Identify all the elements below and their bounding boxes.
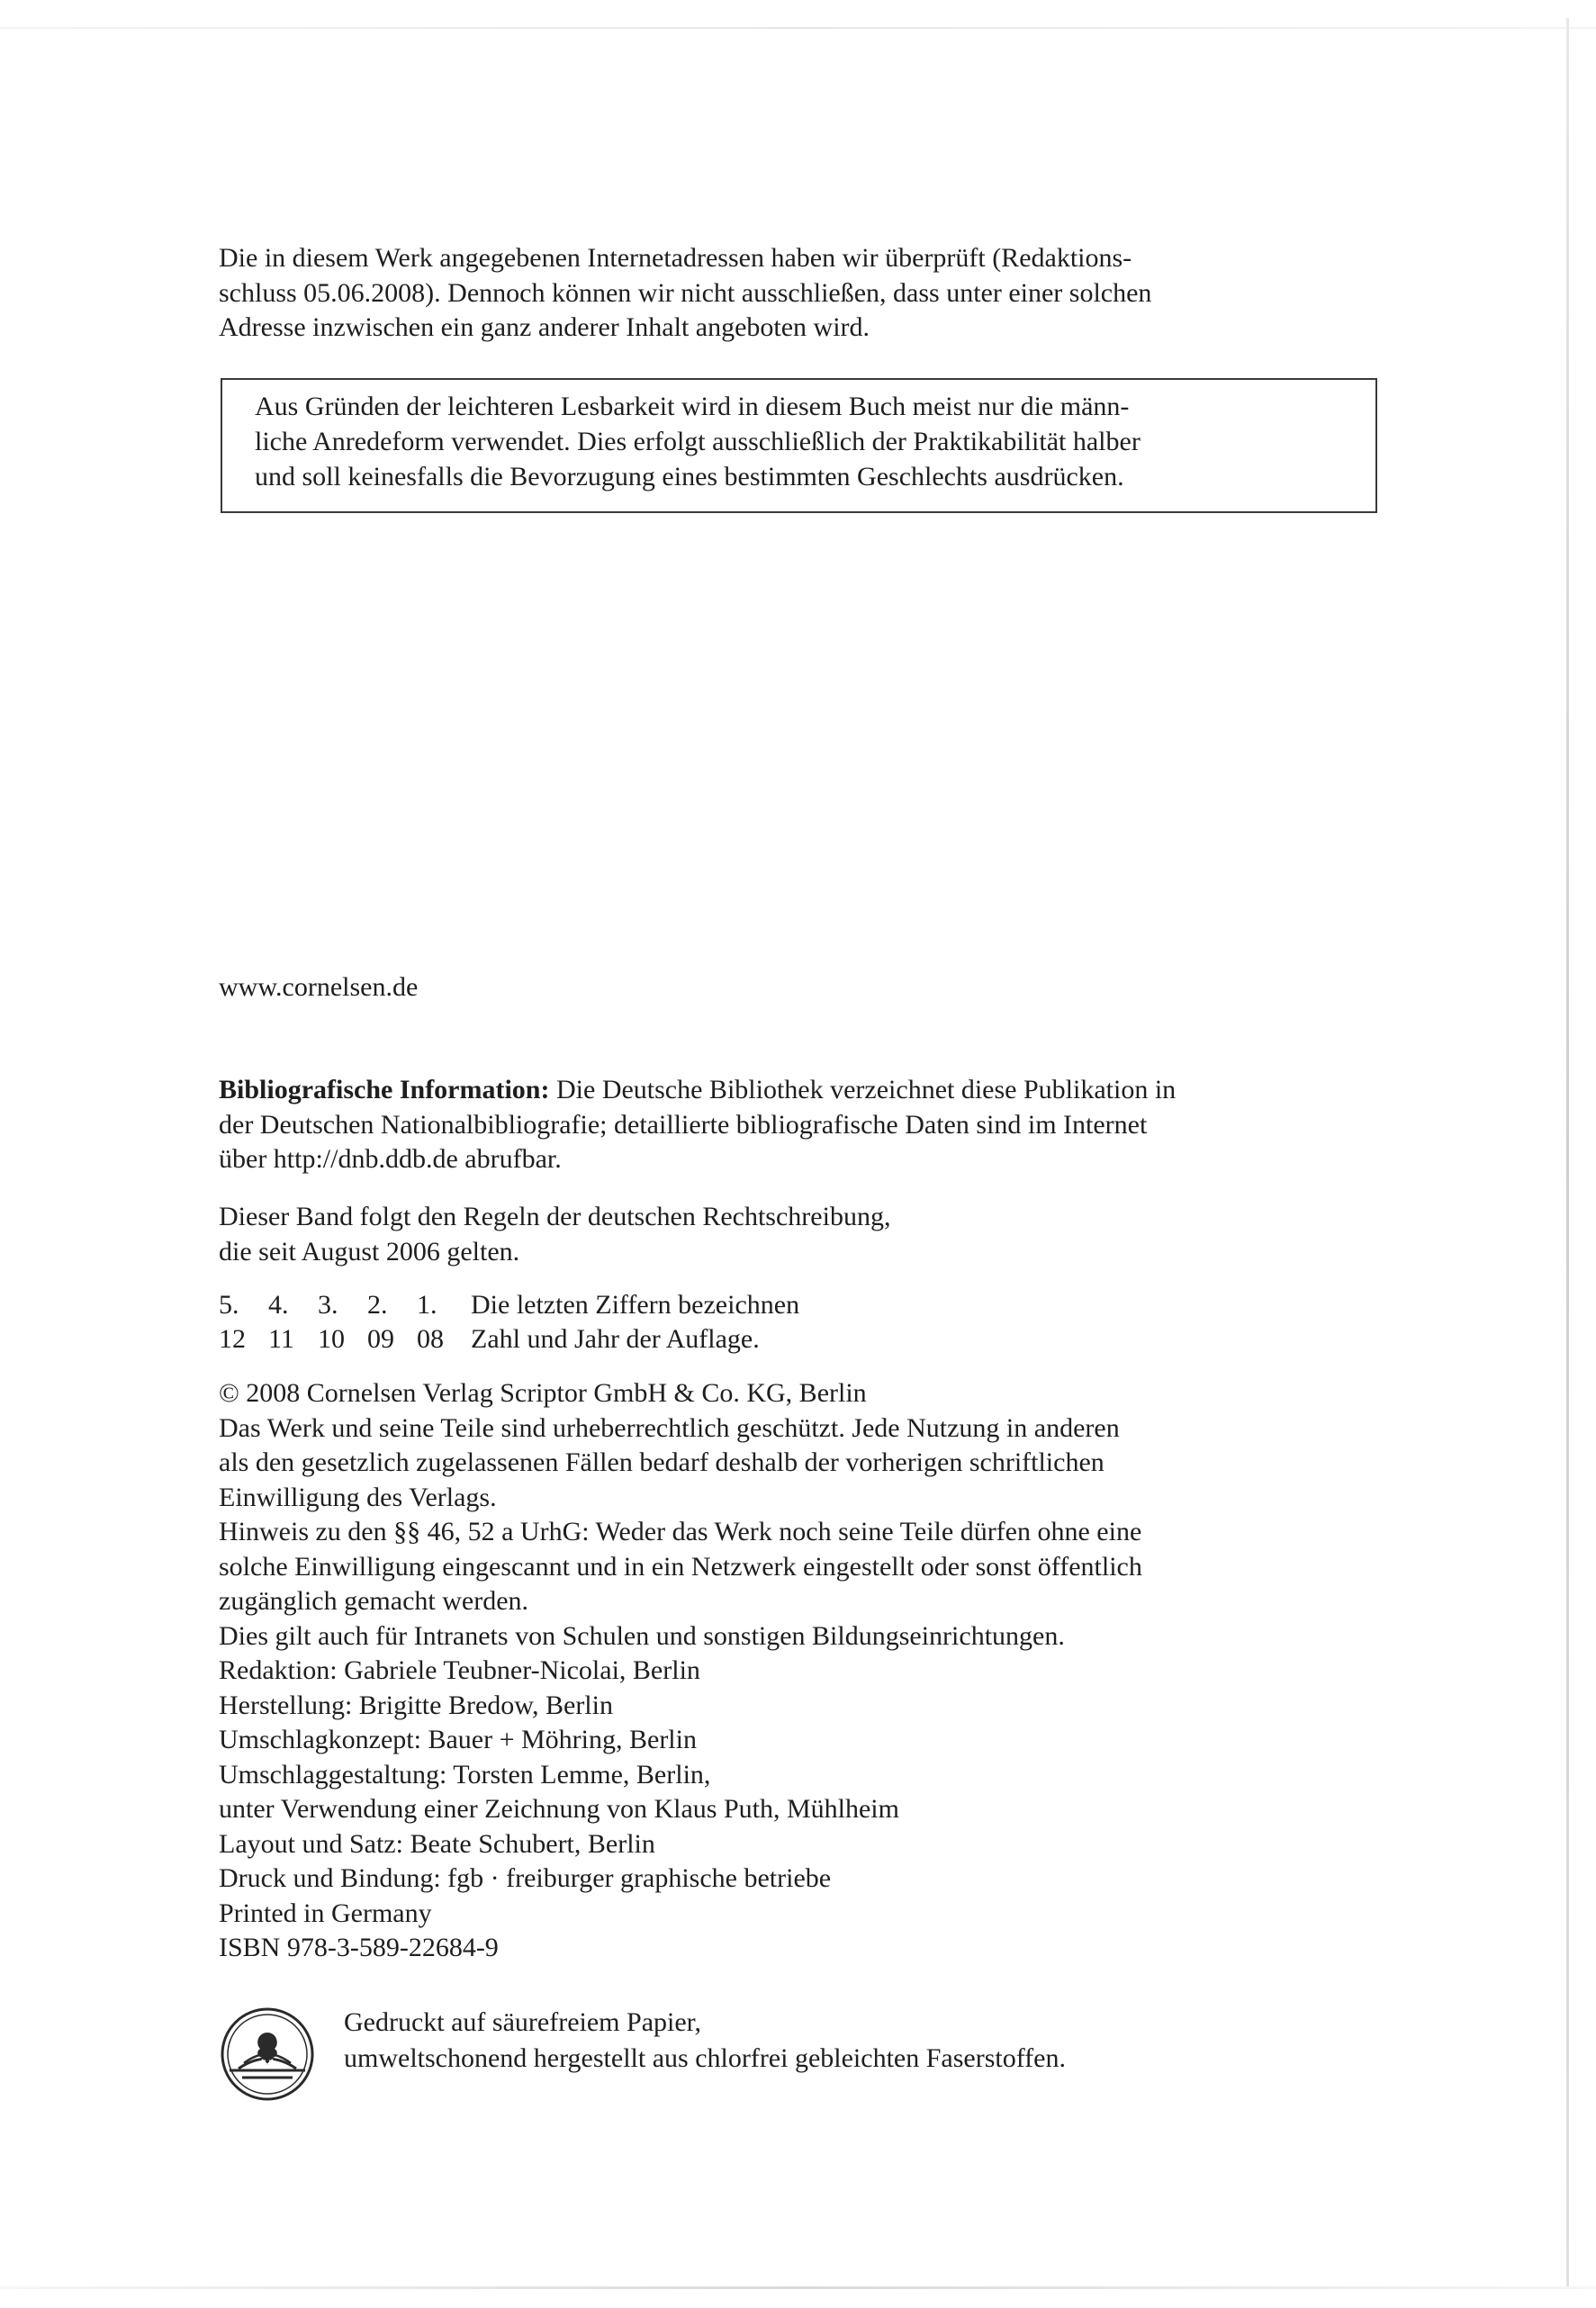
bibliography-line-1: [219, 1073, 1176, 1108]
bibliography-text: Die Deutsche Bibliothek verzeichnet diese Publikation in: [549, 1075, 1177, 1104]
legal-line: solche Einwilligung eingescannt und in ein Netzwerk eingestellt oder sonst öffentlich: [219, 1551, 1142, 1582]
edition-year: 10: [318, 1324, 345, 1354]
legal-line: Druck und Bindung: fgb · freiburger graphische betriebe: [219, 1863, 832, 1893]
page-edge-top: [0, 27, 1596, 29]
edition-number: 4.: [268, 1290, 289, 1320]
edition-year: 12: [219, 1324, 246, 1354]
acid-free-paper-icon: [219, 2006, 316, 2103]
spelling-line: die seit August 2006 gelten.: [219, 1236, 520, 1267]
edition-number: 3.: [318, 1290, 338, 1320]
intro-paragraph: [219, 241, 1151, 346]
edition-row-2: [219, 1322, 799, 1357]
notice-line: Aus Gründen der leichteren Lesbarkeit wird in diesem Buch meist nur die männ-: [255, 392, 1130, 421]
legal-imprint: [219, 1376, 1142, 1966]
intro-line: Adresse inzwischen ein ganz anderer Inhalt angeboten wird.: [219, 312, 870, 342]
edition-year: 11: [268, 1324, 294, 1354]
legal-line: Umschlagkonzept: Bauer + Möhring, Berlin: [219, 1725, 697, 1754]
legal-line: als den gesetzlich zugelassenen Fällen bedarf deshalb der vorherigen schriftlichen: [219, 1447, 1105, 1477]
paper-line: Gedruckt auf säurefreiem Papier,: [344, 2007, 701, 2037]
legal-line: Layout und Satz: Beate Schubert, Berlin: [219, 1828, 655, 1859]
page-edge-bottom: [0, 2286, 1596, 2289]
legal-line: Redaktion: Gabriele Teubner-Nicolai, Berlin: [219, 1655, 700, 1685]
notice-line: und soll keinesfalls die Bevorzugung eines bestimmten Geschlechts ausdrücken.: [255, 462, 1124, 491]
notice-line: liche Anredeform verwendet. Dies erfolgt ausschließlich der Praktikabilität halber: [255, 427, 1141, 456]
edition-row-1: [219, 1288, 799, 1322]
bibliography-line-3: über http://dnb.ddb.de abrufbar.: [219, 1144, 562, 1174]
legal-line: zugänglich gemacht werden.: [219, 1586, 529, 1616]
legal-line: Printed in Germany: [219, 1898, 432, 1928]
edition-number: 2.: [367, 1290, 388, 1320]
bibliography-label: Bibliografische Information:: [219, 1075, 550, 1104]
legal-line: Einwilligung des Verlags.: [219, 1482, 497, 1512]
edition-year: 09: [367, 1324, 394, 1354]
legal-line: Dies gilt auch für Intranets von Schulen und sonstigen Bildungseinrichtungen.: [219, 1620, 1065, 1651]
edition-description: Die letzten Ziffern bezeichnen: [471, 1290, 800, 1320]
intro-line: Die in diesem Werk angegebenen Internetadressen haben wir überprüft (Redaktions-: [219, 243, 1132, 273]
legal-line: Umschlaggestaltung: Torsten Lemme, Berlin,: [219, 1759, 711, 1790]
legal-line: Das Werk und seine Teile sind urheberrechtlich geschützt. Jede Nutzung in anderen: [219, 1412, 1120, 1443]
legal-line: Herstellung: Brigitte Bredow, Berlin: [219, 1690, 613, 1720]
paper-line: umweltschonend hergestellt aus chlorfrei gebleichten Faserstoffen.: [344, 2043, 1066, 2073]
edition-year: 08: [417, 1324, 444, 1354]
gender-notice-box: [221, 378, 1377, 513]
isbn: ISBN 978-3-589-22684-9: [219, 1933, 499, 1962]
paper-notice: [344, 2005, 1066, 2077]
bibliography-line-2: der Deutschen Nationalbibliografie; detaillierte bibliografische Daten sind im Internet: [219, 1109, 1148, 1140]
edition-description: Zahl und Jahr der Auflage.: [471, 1324, 760, 1354]
legal-line: unter Verwendung einer Zeichnung von Klaus Puth, Mühlheim: [219, 1794, 899, 1824]
website-link[interactable]: www.cornelsen.de: [219, 972, 419, 1002]
edition-numbers: [219, 1288, 799, 1357]
page-edge-right: [1566, 18, 1569, 2286]
legal-line: © 2008 Cornelsen Verlag Scriptor GmbH & Co. KG, Berlin: [219, 1378, 867, 1408]
edition-number: 1.: [417, 1290, 437, 1320]
intro-line: schluss 05.06.2008). Dennoch können wir nicht ausschließen, dass unter einer solchen: [219, 277, 1152, 308]
spelling-paragraph: [219, 1200, 890, 1269]
bibliography-paragraph: [219, 1073, 1176, 1177]
spelling-line: Dieser Band folgt den Regeln der deutschen Rechtschreibung,: [219, 1202, 891, 1231]
legal-line: Hinweis zu den §§ 46, 52 a UrhG: Weder das Werk noch seine Teile dürfen ohne eine: [219, 1517, 1142, 1546]
edition-number: 5.: [219, 1290, 239, 1320]
